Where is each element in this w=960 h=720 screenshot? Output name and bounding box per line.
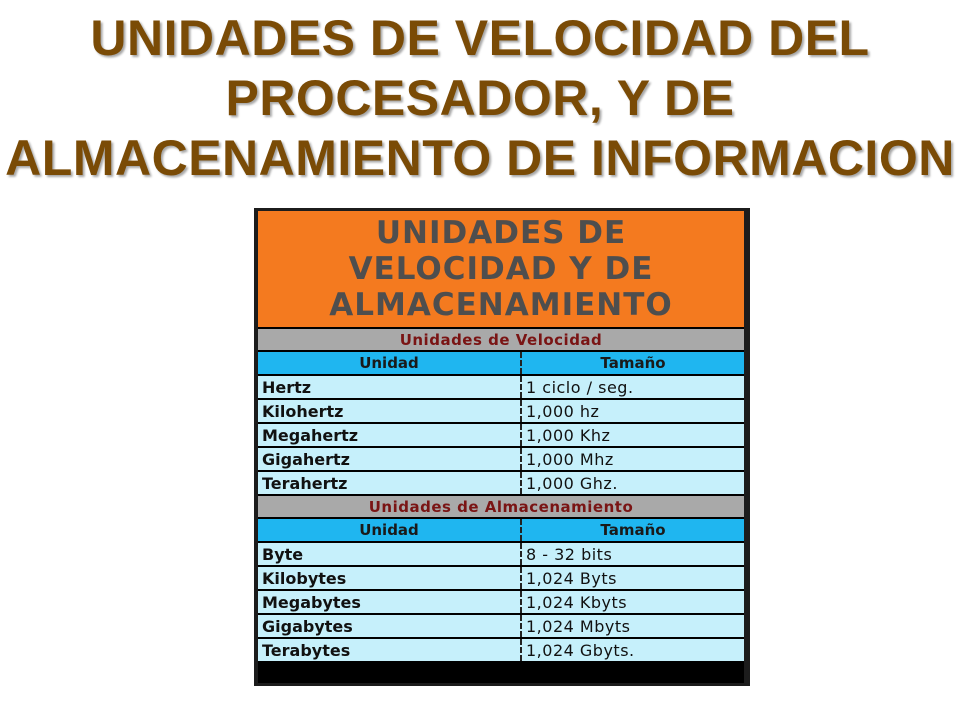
table-header-line-2: VELOCIDAD Y DE (348, 251, 654, 287)
table-row (258, 424, 744, 446)
size-cell: 8 - 32 bits (520, 543, 744, 565)
slide-title-line-3: ALMACENAMIENTO DE INFORMACION (5, 130, 955, 186)
size-cell: 1,000 Ghz. (520, 472, 744, 494)
table-row (258, 400, 744, 422)
table-row (258, 448, 744, 470)
size-cell: 1,024 Gbyts. (520, 639, 744, 661)
column-header-row (258, 519, 744, 541)
unit-cell: Gigabytes (262, 616, 353, 636)
table-header-line-3: ALMACENAMIENTO (329, 287, 673, 323)
unit-cell: Hertz (262, 377, 312, 397)
unit-cell: Terabytes (262, 640, 351, 660)
unit-cell: Byte (262, 544, 304, 564)
unit-cell: Megabytes (262, 592, 361, 612)
column-header-tamano: Tamaño (520, 519, 744, 541)
size-cell: 1,024 Kbyts (520, 591, 744, 613)
size-cell: 1,024 Byts (520, 567, 744, 589)
column-header-unidad: Unidad (359, 521, 419, 539)
unit-cell: Kilohertz (262, 401, 344, 421)
column-header-tamano: Tamaño (520, 352, 744, 374)
table-row (258, 543, 744, 565)
units-table (258, 211, 744, 683)
column-header-unidad: Unidad (359, 354, 419, 372)
column-header-row (258, 352, 744, 374)
table-row (258, 591, 744, 613)
unit-cell: Terahertz (262, 473, 348, 493)
table-header (258, 211, 744, 327)
slide-title-line-1: UNIDADES DE VELOCIDAD DEL (90, 10, 870, 66)
table-row (258, 376, 744, 398)
unit-cell: Kilobytes (262, 568, 347, 588)
section-title-velocidad: Unidades de Velocidad (258, 329, 744, 350)
size-cell: 1,000 Mhz (520, 448, 744, 470)
slide-title-line-2: PROCESADOR, Y DE (225, 70, 735, 126)
size-cell: 1,000 hz (520, 400, 744, 422)
table-header-line-1: UNIDADES DE (375, 215, 627, 251)
units-table-image (254, 208, 750, 686)
table-row (258, 639, 744, 661)
table-row (258, 567, 744, 589)
size-cell: 1 ciclo / seg. (520, 376, 744, 398)
unit-cell: Gigahertz (262, 449, 350, 469)
size-cell: 1,024 Mbyts (520, 615, 744, 637)
size-cell: 1,000 Khz (520, 424, 744, 446)
table-row (258, 615, 744, 637)
table-row (258, 472, 744, 494)
slide-title (0, 8, 960, 188)
section-title-almacenamiento: Unidades de Almacenamiento (258, 496, 744, 517)
unit-cell: Megahertz (262, 425, 359, 445)
